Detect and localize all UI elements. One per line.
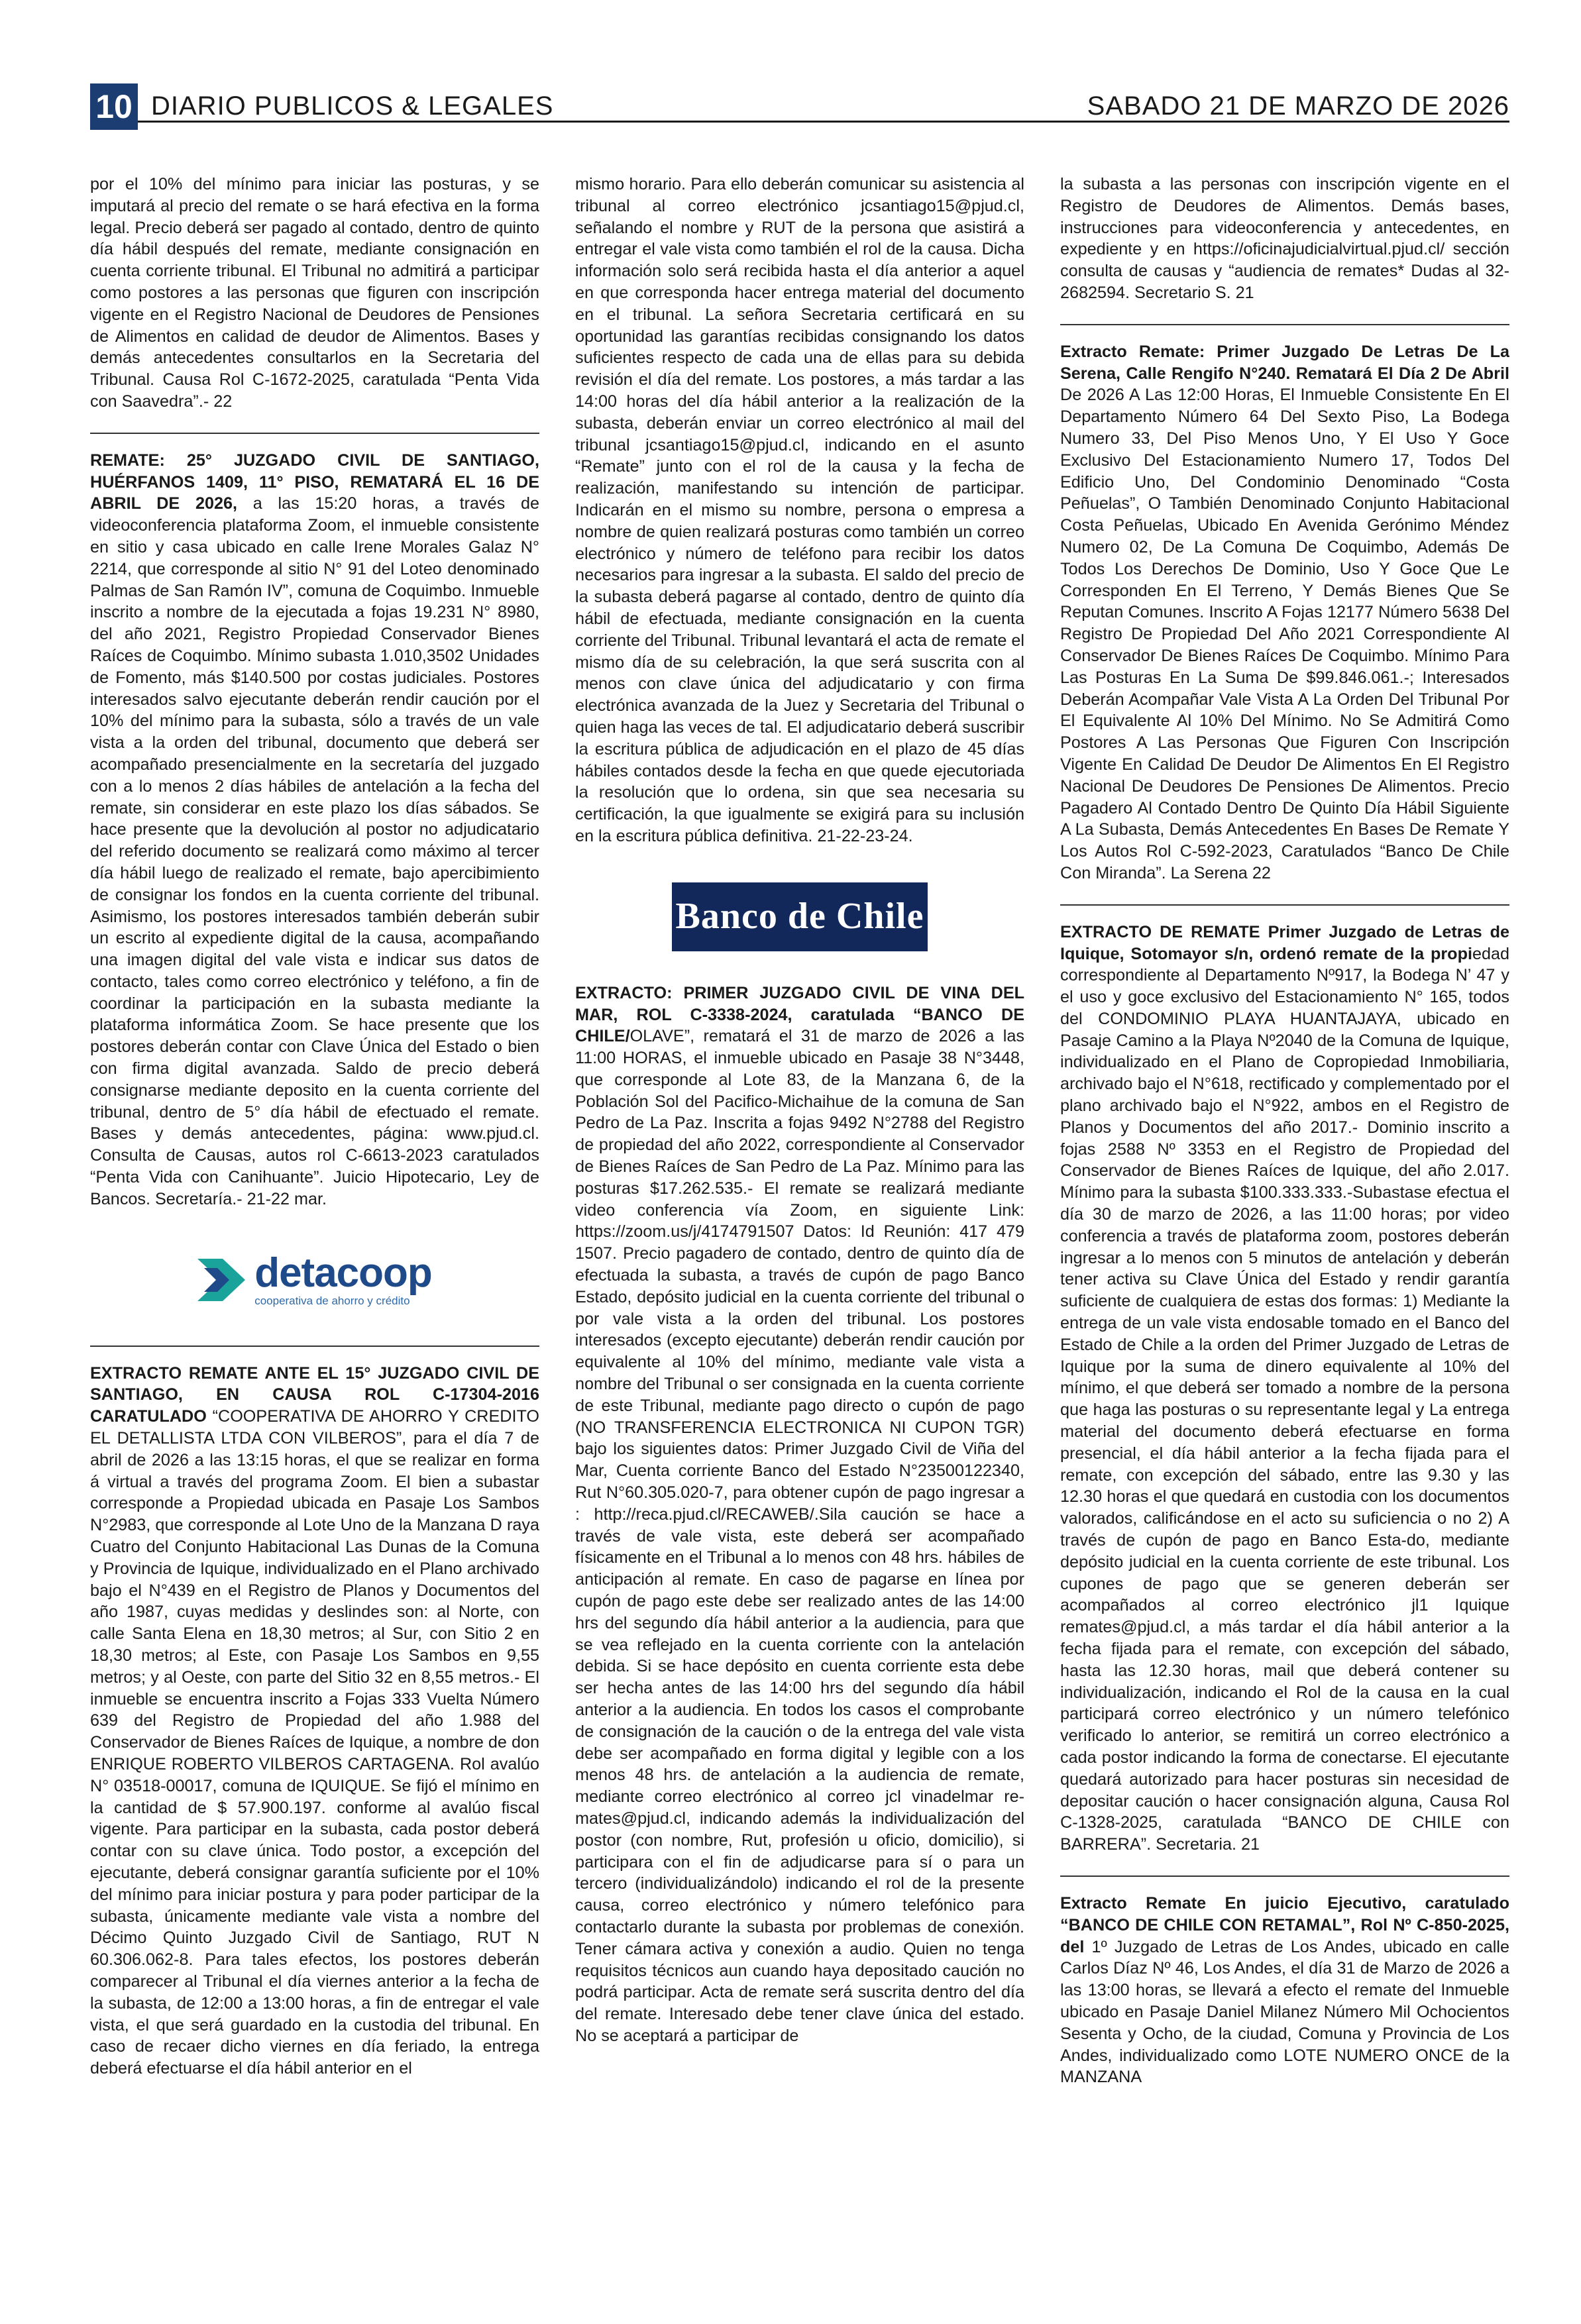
notice-separator — [1060, 1875, 1509, 1877]
page-number: 10 — [90, 83, 138, 130]
notice-separator — [90, 1346, 539, 1347]
notice-paragraph: por el 10% del mínimo para iniciar las posturas, y se imputará al precio del remate o se hará efectiva en la forma legal. Precio deberá ser pagado al contado, dentro de quinto día hábil después del remate, mediante consignación en cuenta corriente tribunal. El Tribunal no admitirá a participar como postores a las personas que figuren con inscripción vigente en el Registro Nacional de Deudores de Pensiones de Alimentos en calidad de deudor de Alimentos. Bases y demás antecedentes consultarlos en la Secretaria del Tribunal. Causa Rol C-1672-2025, caratulada “Penta Vida con Saavedra”.- 22 — [90, 175, 539, 411]
notice-paragraph — [90, 450, 539, 1210]
detacoop-logo — [90, 1230, 539, 1330]
notice-heading: EXTRACTO REMATE ANTE EL 15° JUZGADO CIVIL DE SANTIAGO, EN CAUSA ROL C-17304-2016 CARATULADO — [90, 1363, 539, 1426]
notice-paragraph — [90, 1363, 539, 2080]
notice-separator — [90, 433, 539, 434]
column-right — [1060, 174, 1509, 2300]
notice-body: De 2026 A Las 12:00 Horas, El Inmueble Consistente En El Departamento Número 64 Del Sexto Piso, La Bodega Numero 33, Del Piso Menos Uno, Y El Uso Y Goce Exclusivo Del Estacionamiento Numero 17, Todos Del Edificio Uno, Del Condominio Denominado “Costa Peñuelas”, O También Denominado Conjunto Habitacional Costa Peñuelas, Ubicado En Avenida Gerónimo Méndez Numero 02, De La Comuna De Coquimbo, Además De Todos Los Derechos De Dominio, Uso Y Goce Que Le Corresponden En El Terreno, Y Demás Bienes Que Se Reputan Comunes. Inscrito A Fojas 12177 Número 5638 Del Registro De Propiedad Del Año 2021 Correspondiente Al Conservador De Bienes Raíces De Coquimbo. Mínimo Para Las Posturas En La Suma De $99.846.061.-; Interesados Deberán Acompañar Vale Vista A La Orden Del Tribunal Por El Equivalente Al 10% Del Mínimo. No Se Admitirá Como Postores A Las Personas Que Figuren Con Inscripción Vigente En Calidad De Deudor De Alimentos En El Registro Nacional De Deudores De Pensiones De Alimentos. Precio Pagadero Al Contado Dentro De Quinto Día Hábil Siguiente A La Subasta, Demás Antecedentes En Bases De Remate Y Los Autos Rol C-592-2023, Caratulados “Banco De Chile Con Miranda”. La Serena 22 — [1060, 386, 1509, 882]
banco-de-chile-logo — [575, 867, 1024, 967]
detacoop-tagline: cooperativa de ahorro y crédito — [254, 1294, 410, 1307]
detacoop-arrow-icon — [197, 1259, 245, 1301]
notice-heading: Extracto Remate En juicio Ejecutivo, caratulado “BANCO DE CHILE CON RETAMAL”, Rol Nº C-850-2025, del — [1060, 1893, 1509, 1956]
notice-paragraph — [1060, 922, 1509, 1856]
publication-date: SABADO 21 DE MARZO DE 2026 — [1087, 91, 1509, 121]
detacoop-wordmark: detacoop — [254, 1249, 432, 1296]
notice-heading: EXTRACTO: PRIMER JUZGADO CIVIL DE VINA DEL MAR, ROL C-3338-2024, caratulada “BANCO DE CHILE/ — [575, 983, 1024, 1046]
publication-name: DIARIO PUBLICOS & LEGALES — [151, 91, 554, 121]
notice-paragraph: mismo horario. Para ello deberán comunicar su asistencia al tribunal al correo electrónico jcsantiago15@pjud.cl, señalando el nombre y RUT de la persona que asistirá a entregar el vale vista como también el rol de la causa. Dicha información solo será recibida hasta el día anterior a aquel en que corresponda hacer entrega material del documento en el tribunal. La señora Secretaria certificará en su oportunidad las garantías recibidas consignando los datos suficientes respecto de cada una de ellas para su debida revisión el día del remate. Los postores, a más tardar a las 14:00 horas del día hábil anterior a la realización de la subasta, deberán enviar un correo electrónico al mail del tribunal jcsantiago15@pjud.cl, indicando en el asunto “Remate” junto con el rol de la causa y la fecha de realización, manifestando su intención de participar. Indicarán en el mismo su nombre, persona o empresa a nombre de quien realizará posturas como también un correo electrónico y número de teléfono para recibir los datos necesarios para ingresar a la subasta. El saldo del precio de la subasta deberá pagarse al contado, dentro de quinto día hábil de efectuada, mediante consignación en la cuenta corriente del Tribunal. Tribunal levantará el acta de remate el mismo día de su celebración, la que será suscrita con al menos con clave única del adjudicatario y con firma electrónica avanzada de la Juez y Secretaria del Tribunal o quien haga las veces de tal. El adjudicatario deberá suscribir la escritura pública de adjudicación en el plazo de 45 días hábiles contados desde la fecha en que quede ejecutoriada la resolución que lo ordena, sin que sea necesaria su certificación, la que igualmente se exigirá para su inclusión en la escritura pública definitiva. 21-22-23-24. — [575, 175, 1024, 845]
notice-body: “COOPERATIVA DE AHORRO Y CREDITO EL DETALLISTA LTDA CON VILBEROS”, para el día 7 de abril de 2026 a las 13:15 horas, el que se realizar en forma á virtual a través del programa Zoom. El bien a subastar corresponde a Propiedad ubicada en Pasaje Los Sambos N°2983, que corresponde al Lote Uno de la Manzana D raya Cuatro del Conjunto Habitacional Las Dunas de la Comuna y Provincia de Iquique, individualizado en el Plano archivado bajo el N°439 en el Registro de Planos y Documentos del año 1987, cuyas medidas y deslindes son: al Norte, con calle Santa Elena en 18,30 metros; al Sur, con Sitio 2 en 18,30 metros; al Este, con Pasaje Los Sambos en 9,55 metros; y al Oeste, con parte del Sitio 32 en 8,55 metros.- El inmueble se encuentra inscrito a Fojas 333 Vuelta Número 639 del Registro de Propiedad del año 1.988 del Conservador de Bienes Raíces de Iquique, a nombre de don ENRIQUE ROBERTO VILBEROS CARTAGENA. Rol avalúo N° 03518-00017, comuna de IQUIQUE. Se fijó el mínimo en la cantidad de $ 57.900.197. conforme al avalúo fiscal vigente. Para participar en la subasta, cada postor deberá contar con su clave única. Todo postor, a excepción del ejecutante, deberá consignar garantía suficiente por el 10% del mínimo para iniciar postura y para poder participar de la subasta, únicamente mediante vale vista a nombre del Décimo Quinto Juzgado Civil de Santiago, RUT N 60.306.062-8. Para tales efectos, los postores deberán comparecer al Tribunal el día viernes anterior a la fecha de la subasta, de 12:00 a 13:00 horas, a fin de entregar el vale vista, el que será guardado en la custodia del tribunal. En caso de recaer dicho viernes en día feriado, la entrega deberá efectuarse el día hábil anterior en el — [90, 1407, 539, 2078]
notice-paragraph — [1060, 1893, 1509, 2088]
notice-paragraph: la subasta a las personas con inscripción vigente en el Registro de Deudores de Alimentos. Demás bases, instrucciones para videoconferencia y antecedentes, en expediente y en https://oficinajudicialvirtual.pjud.cl/ sección consulta de causas y “audiencia de remates* Dudas al 32-2682594. Secretario S. 21 — [1060, 175, 1509, 302]
banco-de-chile-wordmark: Banco de Chile — [672, 882, 928, 951]
column-middle — [575, 174, 1024, 2300]
notice-body: a las 15:20 horas, a través de videoconferencia plataforma Zoom, el inmueble consistente en sitio y casa ubicado en calle Irene Morales Galaz N° 2214, que corresponde al sitio N° 91 del Loteo denominado Palmas de San Ramón IV”, comuna de Coquimbo. Inmueble inscrito a nombre de la ejecutada a fojas 19.231 N° 8980, del año 2021, Registro Propiedad Conservador Bienes Raíces de Coquimbo. Mínimo subasta 1.010,3502 Unidades de Fomento, más $140.500 por costas judiciales. Postores interesados salvo ejecutante deberán rendir caución por el 10% del mínimo para la subasta, sólo a través de un vale vista a la orden del tribunal, documento que deberá ser acompañado presencialmente en la secretaría del juzgado con a lo menos 2 días hábiles de antelación a la fecha del remate, sin considerar en este plazo los días sábados. Se hace presente que la devolución al postor no adjudicatario del referido documento se realizará como máximo al tercer día hábil luego de realizado el remate, bajo apercibimiento de consignar los fondos en la cuenta corriente del tribunal. Asimismo, los postores interesados también deberán subir un escrito al expediente digital de la causa, acompañando una imagen digital del vale vista e indicar sus datos de contacto, tales como correo electrónico y teléfono, a fin de coordinar la participación en la subasta mediante la plataforma informática Zoom. Se hace presente que los postores deberán contar con Clave Única del Estado o bien con firma digital avanzada. Saldo de precio deberá consignarse mediante deposito en la cuenta corriente del tribunal, dentro de 5° día hábil de efectuado el remate. Bases y demás antecedentes, página: www.pjud.cl. Consulta de Causas, autos rol C-6613-2023 caratulados “Penta Vida con Canihuante”. Juicio Hipotecario, Ley de Bancos. Secretaría.- 21-22 mar. — [90, 494, 539, 1208]
page-columns — [90, 174, 1509, 2300]
page-header — [90, 83, 1509, 123]
notice-body: 1º Juzgado de Letras de Los Andes, ubicado en calle Carlos Díaz Nº 46, Los Andes, el día 31 de Marzo de 2026 a las 13:00 horas, se llevará a efecto el remate del Inmueble ubicado en Pasaje Daniel Milanez Número Mil Ochocientos Sesenta y Ocho, de la ciudad, Comuna y Provincia de Los Andes, individualizado como LOTE NUMERO ONCE de la MANZANA — [1060, 1937, 1509, 2087]
notice-paragraph — [1060, 341, 1509, 884]
notice-heading: Extracto Remate: Primer Juzgado De Letras De La Serena, Calle Rengifo N°240. Rematará El Día 2 De Abril — [1060, 342, 1509, 383]
notice-separator — [1060, 904, 1509, 906]
notice-paragraph — [575, 982, 1024, 2047]
notice-body: OLAVE”, rematará el 31 de marzo de 2026 a las 11:00 HORAS, el inmueble ubicado en Pasaje 38 N°3448, que corresponde al Lote 83, de la Manzana 6, de la Población Sol del Pacifico-Michaihue de la comuna de San Pedro de La Paz. Inscrita a fojas 9492 N°2788 del Registro de propiedad del año 2022, correspondiente al Conservador de Bienes Raíces de San Pedro de La Paz. Mínimo para las posturas $17.262.535.- El remate se realizará mediante video conferencia vía Zoom, en siguiente Link: https://zoom.us/j/4174791507 Datos: Id Reunión: 417 479 1507. Precio pagadero de contado, dentro de quinto día de efectuada la subasta, a través de cupón de pago Banco Estado, depósito judicial en la cuenta corriente del tribunal o por vale vista a la orden del tribunal. Los postores interesados (excepto ejecutante) deberán rendir caución por equivalente al 10% del mínimo, mediante vale vista a nombre del Tribunal o ser consignada en la cuenta corriente de este Tribunal, mediante pago directo o cupón de pago (NO TRANSFERENCIA ELECTRONICA NI CUPON TGR) bajo los siguientes datos: Primer Juzgado Civil de Viña del Mar, Cuenta corriente Banco del Estado N°23500122340, Rut N°60.305.020-7, para obtener cupón de pago ingresar a : http://reca.pjud.cl/RECAWEB/.Sila caución se hace a través de vale vista, este deberá ser acompañado físicamente en el Tribunal a lo menos con 48 hrs. hábiles de anticipación al remate. En caso de pagarse en línea por cupón de pago este debe ser realizado antes de las 14:00 hrs del segundo día hábil anterior a la audiencia, para que se vea reflejado en la cuenta corriente con la antelación debida. Si se hace depósito en cuenta corriente esta debe ser hecha antes de las 14:00 hrs del segundo día hábil anterior a la audiencia. En todos los casos el comprobante de consignación de la caución o de la entrega del vale vista debe ser acompañado en forma digital y legible con a los menos 48 hrs. de antelación a la audiencia de remate, mediante correo electrónico al correo jcl vinadelmar re-mates@pjud.cl, indicando además la individualización del postor (con nombre, Rut, profesión u oficio, domicilio), si participara con el fin de adjudicarse para sí o para un tercero (individualizándolo) indicando el rol de la presente causa, correo electrónico y número telefónico para contactarlo durante la subasta por problemas de conexión. Tener cámara activa y conexión a audio. Quien no tenga requisitos técnicos aun cuando haya depositado caución no podrá participar. Acta de remate será suscrita dentro del día del remate. Interesado debe tener clave única del estado. No se aceptará a participar de — [575, 1027, 1024, 2045]
notice-body: edad correspondiente al Departamento Nº917, la Bodega N’ 47 y el uso y goce exclusivo del Estacionamiento N° 165, todos del CONDOMINIO PLAYA HUANTAJAYA, ubicado en Pasaje Camino a la Playa Nº2040 de la Comuna de Iquique, individualizado en el Plano de Copropiedad Inmobiliaria, archivado bajo el N°618, rectificado y complementado por el plano archivado bajo el N°922, ambos en el Registro de Planos y Documentos del año 2017.- Dominio inscrito a fojas 2588 Nº 3353 en el Registro de Propiedad del Conservador de Bienes Raíces de Iquique, del año 2.017. Mínimo para la subasta $100.333.333.-Subastase efectua el día 30 de marzo de 2026, a las 11:00 horas; por video conferencia a través de plataforma zoom, postores deberán ingresar a lo menos con 5 minutos de antelación y deberán tener activa su Clave Única del Estado y rendir garantía suficiente de cualquiera de estas dos formas: 1) Mediante la entrega de un vale vista endosable tomado en el Banco del Estado de Chile a la orden del Primer Juzgado de Letras de Iquique por la suma de dinero equivalente al 10% del mínimo, el que deberá ser tomado a nombre de la persona que haga las posturas o su representante legal y La entrega material del documento deberá efectuarse en forma presencial, el día hábil anterior a la fecha fijada para el remate, con excepción del sábado, entre las 9.30 y las 12.30 horas el que quedará en custodia con los documentos valorados, calificándose en el acto su suficiencia o no 2) A través de cupón de pago en Banco Esta-do, mediante depósito judicial en la cuenta corriente de este tribunal. Los cupones de pago que se generen deberán ser acompañados al correo electrónico jl1 Iquique remates@pjud.cl, a más tardar el día hábil anterior a la fecha fijada para el remate, con excepción del sábado, hasta las 12.30 horas, mail que deberá contener su individualización, indicando el Rol de la causa en la cual participará correo electrónico y un número telefónico verificado lo anterior, se remitirá un correo electrónico a cada postor indicando la forma de conectarse. El ejecutante quedará autorizado para hacer posturas sin necesidad de depositar caución o hacer consignación alguna, Causa Rol C-1328-2025, caratulada “BANCO DE CHILE con BARRERA”. Secretaria. 21 — [1060, 944, 1509, 1854]
column-left — [90, 174, 539, 2300]
notice-heading: REMATE: 25° JUZGADO CIVIL DE SANTIAGO, HUÉRFANOS 1409, 11° PISO, REMATARÁ EL 16 DE ABRIL DE 2026, — [90, 450, 539, 513]
notice-separator — [1060, 324, 1509, 325]
notice-heading: EXTRACTO DE REMATE Primer Juzgado de Letras de Iquique, Sotomayor s/n, ordenó remate de la propi — [1060, 922, 1509, 963]
